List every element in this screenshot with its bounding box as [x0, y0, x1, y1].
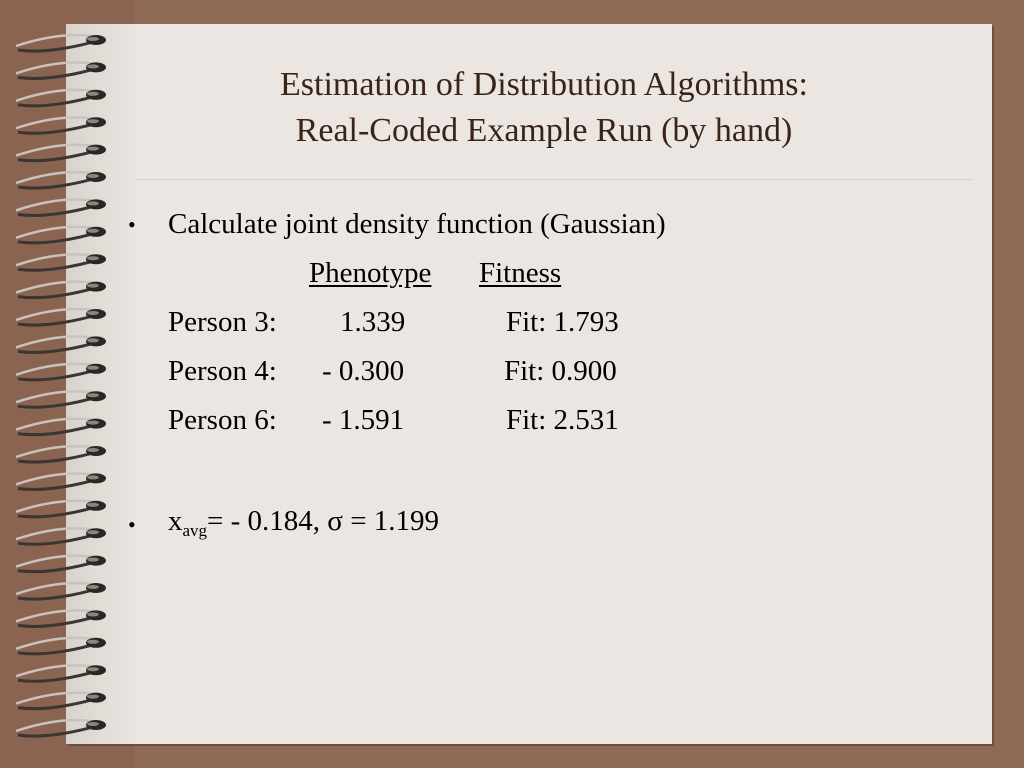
title-divider	[136, 179, 972, 180]
spiral-coil	[16, 556, 106, 572]
row-4-phenotype: - 0.300	[322, 355, 405, 387]
spiral-coil	[16, 90, 106, 106]
header-fitness: Fitness	[479, 257, 562, 289]
slide-title	[136, 62, 952, 154]
spiral-coil	[16, 638, 106, 654]
spiral-coil	[16, 446, 106, 462]
spiral-coil	[16, 309, 106, 325]
row-4-fitness: Fit: 0.900	[504, 355, 617, 387]
bullet-2-text	[168, 503, 439, 549]
header-phenotype: Phenotype	[309, 257, 432, 289]
spiral-coil	[16, 391, 106, 407]
spiral-coil	[16, 227, 106, 243]
spiral-coil	[16, 665, 106, 681]
bullet-marker-1: •	[128, 212, 136, 237]
avg-subscript: avg	[182, 521, 208, 540]
bullet-1-text: Calculate joint density function (Gaussian)	[168, 208, 666, 240]
spiral-coil	[16, 720, 106, 736]
spiral-coil	[16, 610, 106, 626]
spiral-coil	[16, 145, 106, 161]
x-variable: x	[168, 505, 183, 537]
spiral-coil	[16, 282, 106, 298]
bullet-marker-2: •	[128, 512, 136, 537]
spiral-coil	[16, 501, 106, 517]
title-line-1: Estimation of Distribution Algorithms:	[280, 66, 808, 103]
row-6-fitness: Fit: 2.531	[506, 404, 619, 436]
spiral-coil	[16, 693, 106, 709]
spiral-coil	[16, 364, 106, 380]
spiral-coil	[16, 528, 106, 544]
spiral-coil	[16, 199, 106, 215]
spiral-coil	[16, 254, 106, 270]
spiral-binding-icon	[0, 0, 135, 768]
spiral-coil	[16, 583, 106, 599]
row-3-fitness: Fit: 1.793	[506, 306, 619, 338]
row-3-phenotype: 1.339	[340, 306, 406, 338]
row-6-person: Person 6:	[168, 404, 277, 436]
row-3-person: Person 3:	[168, 306, 277, 338]
spiral-coil	[16, 172, 106, 188]
spiral-coil	[16, 62, 106, 78]
spiral-coil	[16, 117, 106, 133]
title-line-2: Real-Coded Example Run (by hand)	[295, 112, 793, 149]
spiral-coil	[16, 336, 106, 352]
stats-value: = - 0.184, σ = 1.199	[207, 505, 440, 537]
spiral-coil	[16, 473, 106, 489]
spiral-coil	[16, 35, 106, 51]
row-4-person: Person 4:	[168, 355, 277, 387]
row-6-phenotype: - 1.591	[322, 404, 405, 436]
spiral-coil	[16, 419, 106, 435]
